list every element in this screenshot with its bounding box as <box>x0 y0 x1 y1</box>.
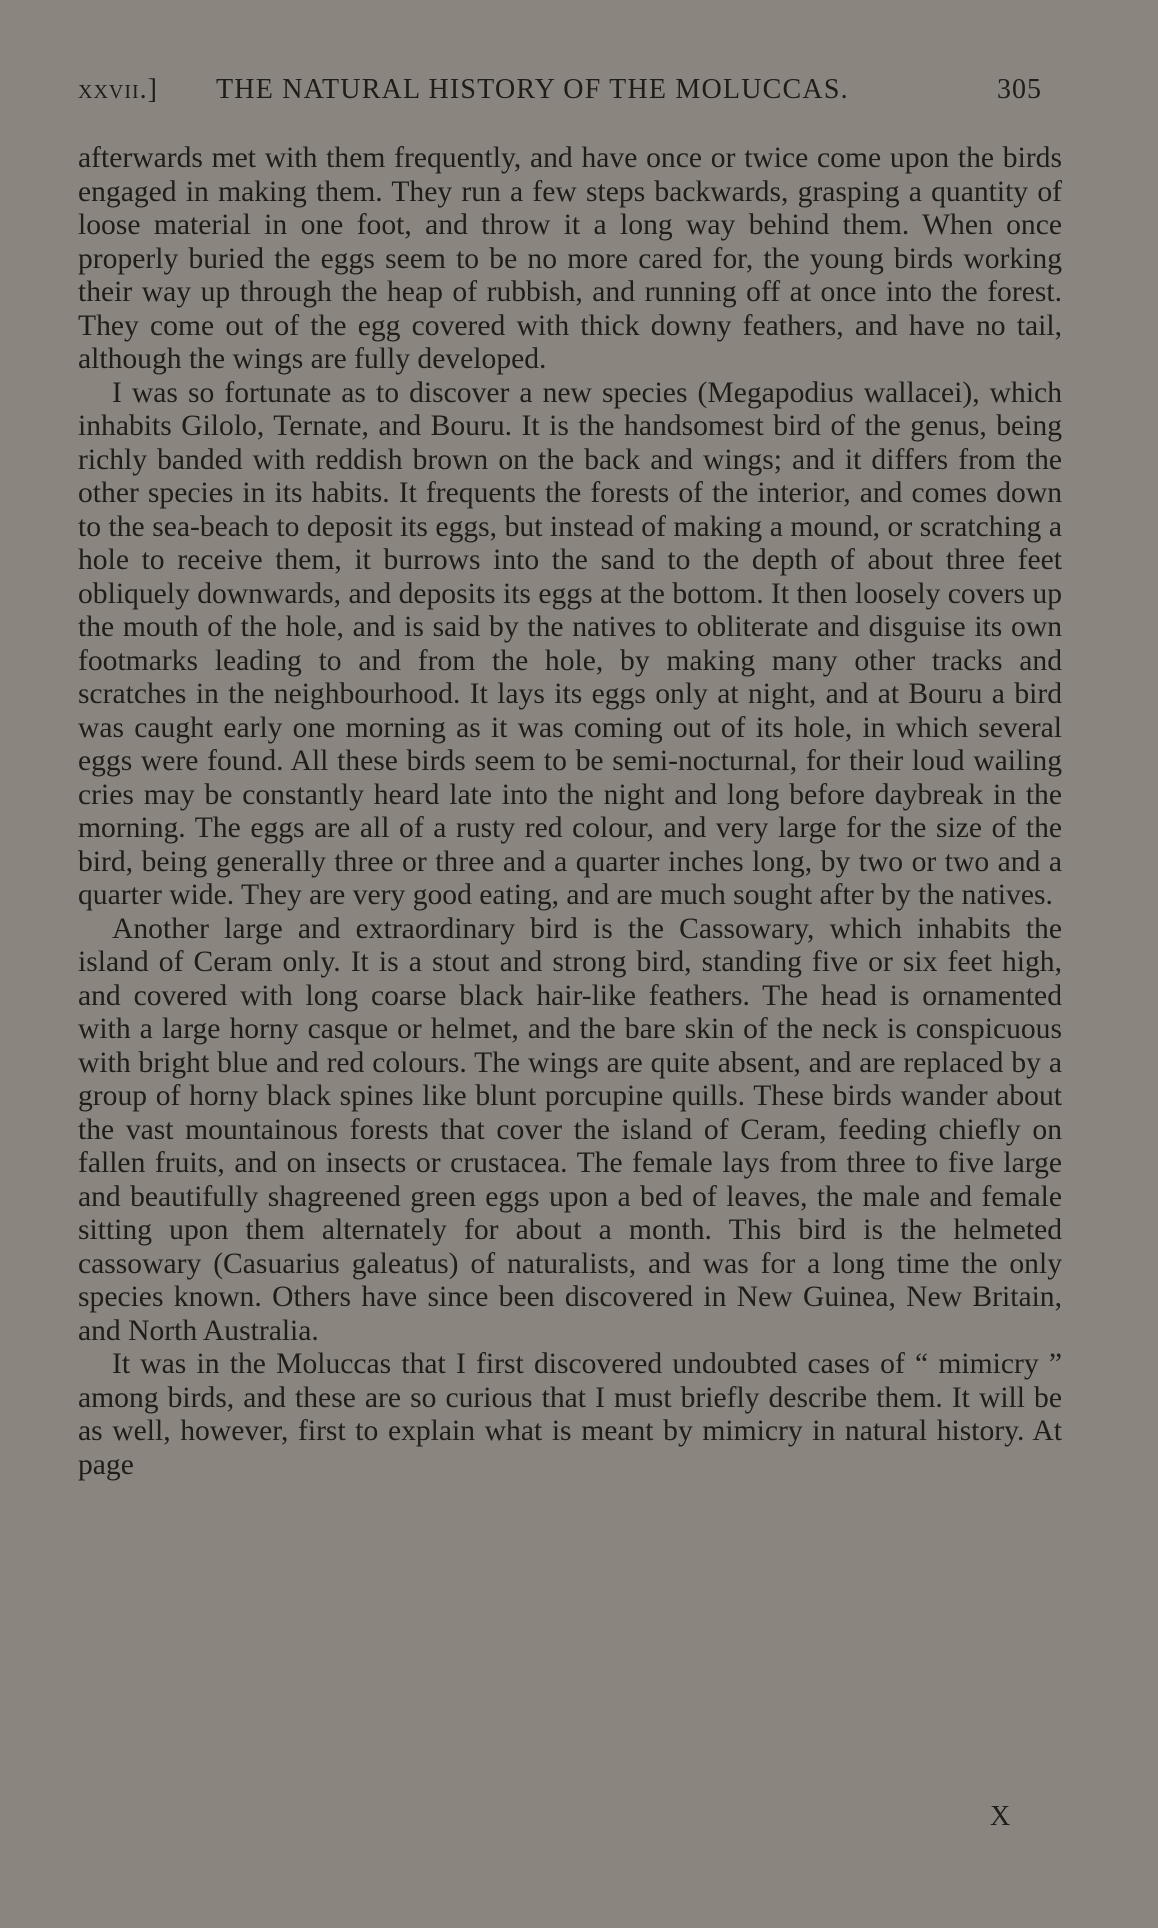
page-number: 305 <box>997 74 1042 105</box>
signature-mark: X <box>990 1801 1011 1832</box>
paragraph-mimicry: It was in the Moluccas that I first discovered undoubted cases of “ mimicry ” among birds, and these are so curious that I must briefly describe them. It will be as well, however, first to explain what is meant by mimicry in natural history. At page <box>78 1348 1062 1481</box>
paragraph-cassowary: Another large and extraordinary bird is the Cassowary, which inhabits the island of Ceram only. It is a stout and strong bird, standing five or six feet high, and covered with long coarse black hair-like feathers. The head is ornamented with a large horny casque or helmet, and the bare skin of the neck is conspicuous with bright blue and red colours. The wings are quite absent, and are replaced by a group of horny black spines like blunt porcupine quills. These birds wander about the vast mountainous forests that cover the island of Ceram, feeding chiefly on fallen fruits, and on insects or crustacea. The female lays from three to five large and beautifully shagreened green eggs upon a bed of leaves, the male and female sitting upon them alternately for about a month. This bird is the helmeted cassowary (Casuarius galeatus) of naturalists, and was for a long time the only species known. Others have since been discovered in New Guinea, New Britain, and North Australia. <box>78 912 1062 1347</box>
paragraph-continuation: afterwards met with them frequently, and have once or twice come upon the birds engaged in making them. They run a few steps backwards, grasping a quantity of loose material in one foot, and throw it a long way behind them. When once properly buried the eggs seem to be no more cared for, the young birds working their way up through the heap of rubbish, and running off at once into the forest. They come out of the egg covered with thick downy feathers, and have no tail, although the wings are fully developed. <box>78 142 1062 375</box>
running-head <box>78 68 1062 112</box>
chapter-number: xxvii.] <box>78 74 158 105</box>
body-text <box>78 142 1062 1482</box>
paragraph-megapodius: I was so fortunate as to discover a new species (Megapodius wallacei), which inhabits Gilolo, Ternate, and Bouru. It is the handsomest bird of the genus, being richly banded with reddish brown on the back and wings; and it differs from the other species in its habits. It frequents the forests of the interior, and comes down to the sea-beach to deposit its eggs, but instead of making a mound, or scratching a hole to receive them, it burrows into the sand to the depth of about three feet obliquely downwards, and deposits its eggs at the bottom. It then loosely covers up the mouth of the hole, and is said by the natives to obliterate and disguise its own footmarks leading to and from the hole, by making many other tracks and scratches in the neighbourhood. It lays its eggs only at night, and at Bouru a bird was caught early one morning as it was coming out of its hole, in which several eggs were found. All these birds seem to be semi-nocturnal, for their loud wailing cries may be constantly heard late into the night and long before daybreak in the morning. The eggs are all of a rusty red colour, and very large for the size of the bird, being generally three or three and a quarter inches long, by two or two and a quarter wide. They are very good eating, and are much sought after by the natives. <box>78 376 1062 911</box>
running-title: THE NATURAL HISTORY OF THE MOLUCCAS. <box>216 74 849 105</box>
